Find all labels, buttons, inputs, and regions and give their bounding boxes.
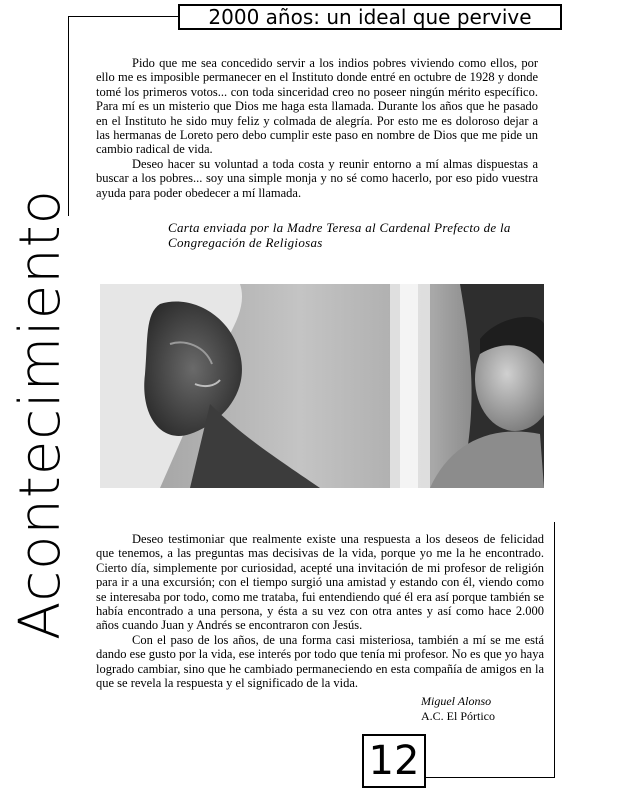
- signature-block: [421, 694, 495, 724]
- frame-rule-right: [554, 522, 555, 778]
- frame-rule-top: [68, 16, 180, 17]
- testimony-text: [96, 532, 544, 690]
- testimony-paragraph-1: Deseo testimoniar que realmente existe una respuesta a los deseos de felicidad que tenemos, a las preguntas mas decisivas de la vida, porque yo me la he encontrado. Cierto día, simplemente por curiosidad, acepté una invitación de mi profesor de religión para ir a una excursión; con el tiempo surgió una amistad y estando con él, viendo como se interesaba por todo, como me trataba, fui entendiendo qué él era así porque también se había encontrado a una persona, y ésta a su vez con otra antes y así como hace 2.000 años cuando Juan y Andrés se encontraron con Jesús.: [96, 532, 544, 633]
- page-number: 12: [362, 734, 426, 788]
- testimony-paragraph-2: Con el paso de los años, de una forma casi misteriosa, también a mí se me está dando ese gusto por la vida, ese interés por todo que tenía mi profesor. No es que yo haya logrado cambiar, sino que he cambiado permaneciendo en esta compañía de amigos en la que se revela la respuesta y el significado de la vida.: [96, 632, 544, 691]
- letter-caption: Carta enviada por la Madre Teresa al Cardenal Prefecto de la Congregación de Religiosas: [168, 220, 511, 250]
- letter-text: [96, 56, 538, 200]
- author-name: Miguel Alonso: [421, 694, 492, 708]
- letter-paragraph-2: Deseo hacer su voluntad a toda costa y reunir entorno a mí almas dispuestas a buscar a los pobres... soy una simple monja y no sé como hacerlo, por eso pido vuestra ayuda para poder obedecer a mí llamada.: [96, 156, 538, 200]
- author-organization: A.C. El Pórtico: [421, 709, 495, 723]
- article-title: 2000 años: un ideal que pervive: [178, 4, 562, 30]
- letter-paragraph-1: Pido que me sea concedido servir a los indios pobres viviendo como ellos, por ello me es imposible permanecer en el Instituto donde entré en octubre de 1928 y donde tomé los primeros votos... con toda sinceridad creo no poseer ningún mérito específico. Para mí es un misterio que Dios me haga esta llamada. Durante los años que he pasado en el Instituto he sido muy feliz y colmada de alegría. Por esto me es doloroso dejar a las hermanas de Loreto pero debo cumplir este paso en nombre de Dios que me pide un cambio radical de vida.: [96, 56, 538, 157]
- photo-mother-teresa: [100, 284, 544, 488]
- frame-rule-bottom: [426, 777, 555, 778]
- section-label: Acontecimiento: [8, 189, 73, 640]
